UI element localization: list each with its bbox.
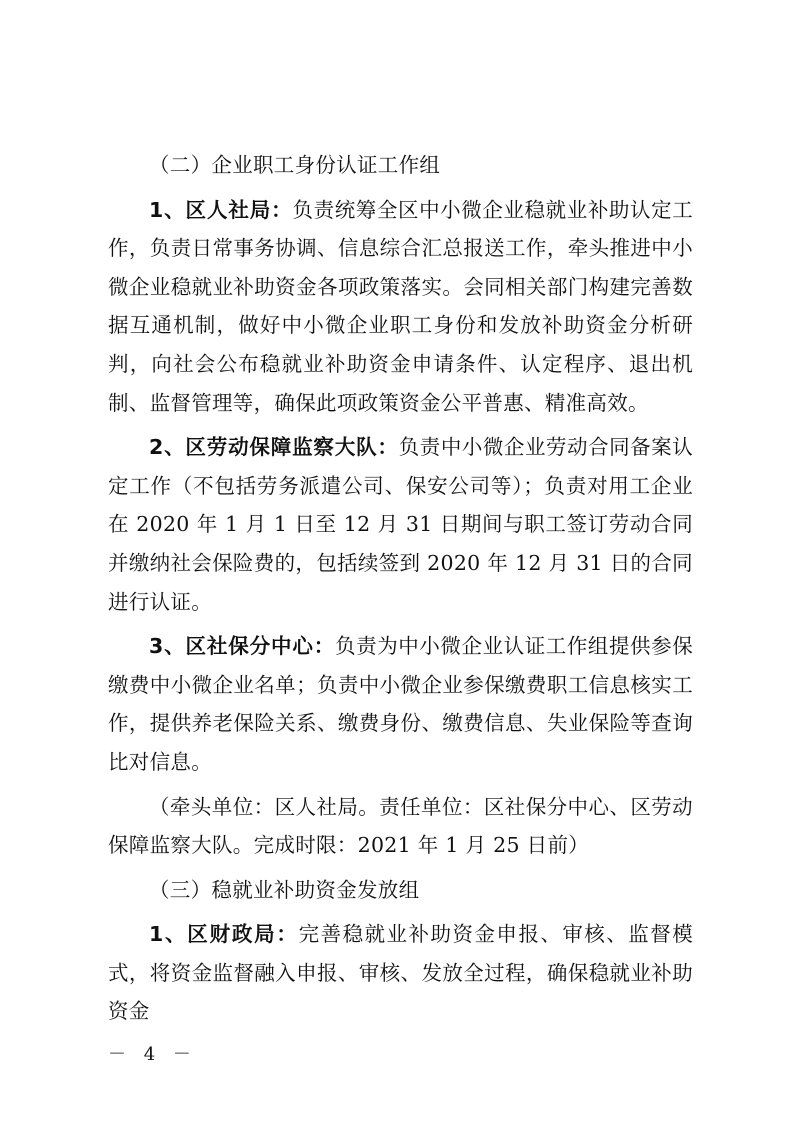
item-text: 负责统筹全区中小微企业稳就业补助认定工作，负责日常事务协调、信息综合汇总报送工作，牵头推进中小微企业稳就业补助资金各项政策落实。会同相关部门构建完善数据互通机制，做好中小微企业职工身份和发放补助资金分析研判，向社会公布稳就业补助资金申请条件、认定程序、退出机制、监督管理等，确保此项政策资金公平普惠、精准高效。	[108, 197, 693, 415]
section-heading-2: （二）企业职工身份认证工作组	[149, 153, 441, 177]
paragraph-item-1-finance	[108, 915, 693, 1031]
paragraph-item-3	[108, 627, 693, 781]
section-heading-3: （三）稳就业补助资金发放组	[149, 877, 420, 902]
item-title: 2、区劳动保障监察大队：	[149, 435, 399, 460]
paragraph-item-2	[108, 428, 693, 621]
item-text: 负责中小微企业劳动合同备案认定工作（不包括劳务派遣公司、保安公司等）；负责对用工企业在 2020 年 1 月 1 日至 12 月 31 日期间与职工签订劳动合同并缴纳社会保险费的，包括续签到 2020 年 12 月 31 日的合同进行认证。	[108, 435, 693, 614]
item-title: 3、区社保分中心：	[149, 634, 336, 659]
page-number: － 4 －	[108, 1044, 197, 1065]
item-text: 负责为中小微企业认证工作组提供参保缴费中小微企业名单；负责中小微企业参保缴费职工信息核实工作，提供养老保险关系、缴费身份、缴费信息、失业保险等查询比对信息。	[108, 634, 693, 774]
item-title: 1、区人社局：	[149, 197, 293, 222]
item-title: 1、区财政局：	[149, 922, 299, 947]
document-page	[108, 146, 693, 1031]
item-text: 完善稳就业补助资金申报、审核、监督模式，将资金监督融入申报、审核、发放全过程，确保稳就业补助资金	[108, 922, 693, 1024]
responsibility-note: （牵头单位：区人社局。责任单位：区社保分中心、区劳动保障监察大队。完成时限：2021 年 1 月 25 日前）	[108, 794, 693, 858]
paragraph-item-1	[108, 191, 693, 423]
